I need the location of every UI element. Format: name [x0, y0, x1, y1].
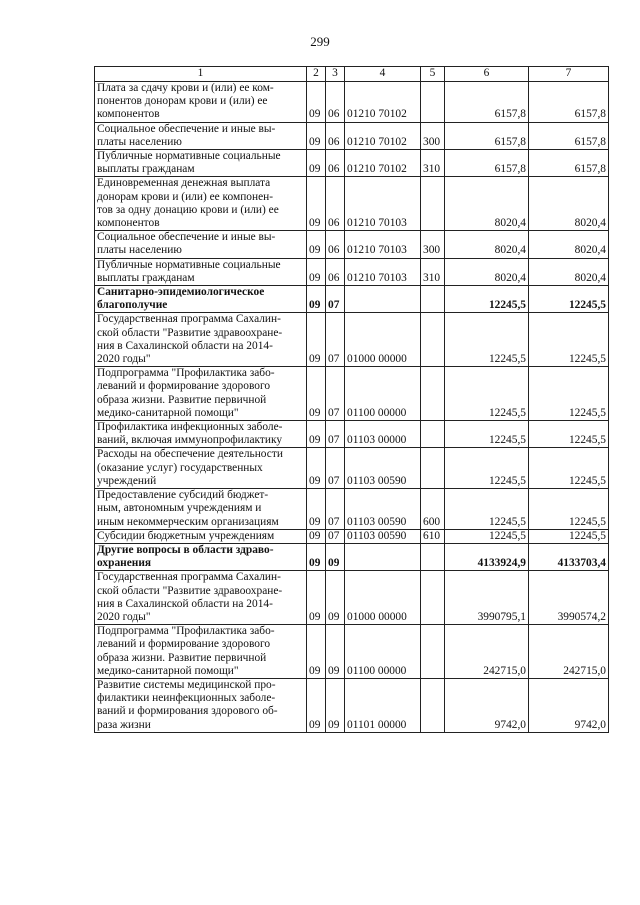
amount-cell-col7: 242715,0	[529, 625, 609, 679]
row-name-cell	[95, 150, 307, 177]
target-article-cell: 01103 00590	[345, 489, 421, 530]
expense-type-cell	[421, 678, 445, 732]
section-code-cell: 09	[307, 150, 326, 177]
row-name-line: ния в Сахалинской области на 2014-	[97, 597, 273, 610]
amount-cell-col6: 12245,5	[445, 286, 529, 313]
row-name-line: Профилактика инфекционных заболе-	[97, 421, 283, 434]
expense-type-cell	[421, 421, 445, 448]
row-name-line: ным, автономным учреждениям и	[97, 502, 262, 515]
table-row	[95, 122, 609, 149]
row-name-line: понентов донорам крови и (или) ее	[97, 95, 268, 108]
row-name-line: платы населению	[97, 244, 182, 257]
row-name-line: Социальное обеспечение и иные вы-	[97, 122, 276, 135]
column-header: 5	[421, 67, 445, 82]
section-code-cell: 09	[307, 543, 326, 570]
table-row	[95, 258, 609, 285]
expense-type-cell	[421, 367, 445, 421]
row-name-line: Санитарно-эпидемиологическое	[97, 286, 265, 299]
section-code-cell: 09	[307, 571, 326, 625]
target-article-cell: 01210 70103	[345, 177, 421, 231]
amount-cell-col7: 12245,5	[529, 286, 609, 313]
amount-cell-col6: 12245,5	[445, 448, 529, 489]
section-code-cell: 09	[307, 448, 326, 489]
target-article-cell: 01000 00000	[345, 571, 421, 625]
table-row	[95, 177, 609, 231]
amount-cell-col6: 8020,4	[445, 231, 529, 258]
page-number: 299	[310, 34, 330, 49]
subsection-code-cell: 06	[326, 150, 345, 177]
subsection-code-cell: 07	[326, 489, 345, 530]
subsection-code-cell: 07	[326, 421, 345, 448]
row-name-cell	[95, 448, 307, 489]
table-row	[95, 571, 609, 625]
column-header: 4	[345, 67, 421, 82]
amount-cell-col6: 12245,5	[445, 367, 529, 421]
section-code-cell: 09	[307, 313, 326, 367]
row-name-line: Социальное обеспечение и иные вы-	[97, 231, 276, 244]
row-name-cell	[95, 543, 307, 570]
row-name-line: леваний и формирование здорового	[97, 638, 271, 651]
amount-cell-col6: 4133924,9	[445, 543, 529, 570]
row-name-line: Государственная программа Сахалин-	[97, 313, 281, 326]
target-article-cell: 01210 70102	[345, 122, 421, 149]
row-name-line: ваний и формирования здорового об-	[97, 705, 278, 718]
row-name-cell	[95, 367, 307, 421]
row-name-line: Плата за сдачу крови и (или) ее ком-	[97, 82, 274, 94]
amount-cell-col7: 8020,4	[529, 177, 609, 231]
amount-cell-col6: 242715,0	[445, 625, 529, 679]
table-body	[95, 82, 609, 733]
target-article-cell: 01210 70102	[345, 82, 421, 123]
table-row	[95, 231, 609, 258]
section-code-cell: 09	[307, 231, 326, 258]
row-name-cell	[95, 571, 307, 625]
row-name-line: ской области "Развитие здравоохране-	[97, 584, 283, 597]
row-name-line: компонентов	[97, 217, 160, 230]
section-code-cell: 09	[307, 625, 326, 679]
section-code-cell: 09	[307, 529, 326, 543]
row-name-line: ваний, включая иммунопрофилактику	[97, 434, 283, 447]
amount-cell-col6: 12245,5	[445, 489, 529, 530]
amount-cell-col6: 6157,8	[445, 82, 529, 123]
row-name-line: медико-санитарной помощи"	[97, 664, 239, 677]
expense-type-cell: 310	[421, 150, 445, 177]
row-name-line: выплаты гражданам	[97, 163, 195, 176]
target-article-cell: 01100 00000	[345, 367, 421, 421]
row-name-line: (оказание услуг) государственных	[97, 461, 263, 474]
row-name-line: 2020 годы"	[97, 610, 151, 623]
column-header: 2	[307, 67, 326, 82]
table-row	[95, 421, 609, 448]
row-name-line: образа жизни. Развитие первичной	[97, 393, 267, 406]
amount-cell-col7: 12245,5	[529, 489, 609, 530]
target-article-cell: 01210 70103	[345, 231, 421, 258]
header-row	[95, 67, 609, 82]
row-name-line: ской области "Развитие здравоохране-	[97, 326, 283, 339]
target-article-cell: 01000 00000	[345, 313, 421, 367]
amount-cell-col6: 9742,0	[445, 678, 529, 732]
row-name-line: платы населению	[97, 135, 182, 148]
row-name-cell	[95, 529, 307, 543]
section-code-cell: 09	[307, 367, 326, 421]
expense-type-cell	[421, 82, 445, 123]
subsection-code-cell: 09	[326, 625, 345, 679]
row-name-line: леваний и формирование здорового	[97, 380, 271, 393]
subsection-code-cell: 06	[326, 122, 345, 149]
subsection-code-cell: 06	[326, 231, 345, 258]
row-name-cell	[95, 286, 307, 313]
row-name-line: Другие вопросы в области здраво-	[97, 543, 274, 556]
row-name-line: благополучие	[97, 299, 168, 312]
table-row	[95, 529, 609, 543]
subsection-code-cell: 06	[326, 177, 345, 231]
row-name-line: 2020 годы"	[97, 353, 151, 366]
row-name-line: медико-санитарной помощи"	[97, 406, 239, 419]
target-article-cell: 01103 00590	[345, 448, 421, 489]
row-name-line: Развитие системы медицинской про-	[97, 678, 276, 691]
amount-cell-col6: 6157,8	[445, 150, 529, 177]
target-article-cell: 01100 00000	[345, 625, 421, 679]
expense-type-cell	[421, 625, 445, 679]
row-name-line: Расходы на обеспечение деятельности	[97, 448, 283, 461]
target-article-cell	[345, 543, 421, 570]
expense-type-cell	[421, 571, 445, 625]
amount-cell-col7: 8020,4	[529, 231, 609, 258]
row-name-line: донорам крови и (или) ее компонен-	[97, 190, 274, 203]
subsection-code-cell: 07	[326, 313, 345, 367]
row-name-line: ния в Сахалинской области на 2014-	[97, 339, 273, 352]
row-name-cell	[95, 313, 307, 367]
amount-cell-col7: 6157,8	[529, 150, 609, 177]
amount-cell-col7: 6157,8	[529, 82, 609, 123]
table-row	[95, 448, 609, 489]
amount-cell-col7: 9742,0	[529, 678, 609, 732]
amount-cell-col7: 12245,5	[529, 313, 609, 367]
row-name-line: Субсидии бюджетным учреждениям	[97, 529, 275, 542]
amount-cell-col6: 6157,8	[445, 122, 529, 149]
subsection-code-cell: 09	[326, 678, 345, 732]
amount-cell-col7: 8020,4	[529, 258, 609, 285]
table-row	[95, 367, 609, 421]
row-name-line: выплаты гражданам	[97, 271, 195, 284]
row-name-line: охранения	[97, 557, 152, 570]
row-name-line: учреждений	[97, 474, 157, 487]
row-name-cell	[95, 421, 307, 448]
amount-cell-col6: 8020,4	[445, 177, 529, 231]
row-name-cell	[95, 489, 307, 530]
section-code-cell: 09	[307, 122, 326, 149]
section-code-cell: 09	[307, 489, 326, 530]
row-name-line: образа жизни. Развитие первичной	[97, 651, 267, 664]
section-code-cell: 09	[307, 82, 326, 123]
budget-table	[94, 66, 609, 733]
subsection-code-cell: 07	[326, 367, 345, 421]
table-row	[95, 489, 609, 530]
table-row	[95, 82, 609, 123]
row-name-cell	[95, 231, 307, 258]
row-name-line: иным некоммерческим организациям	[97, 515, 279, 528]
expense-type-cell	[421, 448, 445, 489]
row-name-line: Публичные нормативные социальные	[97, 150, 281, 163]
column-header: 1	[95, 67, 307, 82]
expense-type-cell: 300	[421, 231, 445, 258]
row-name-line: тов за одну донацию крови и (или) ее	[97, 203, 279, 216]
expense-type-cell: 600	[421, 489, 445, 530]
column-header: 3	[326, 67, 345, 82]
row-name-line: Подпрограмма "Профилактика забо-	[97, 367, 275, 380]
row-name-cell	[95, 82, 307, 123]
subsection-code-cell: 07	[326, 286, 345, 313]
row-name-cell	[95, 678, 307, 732]
target-article-cell: 01103 00000	[345, 421, 421, 448]
row-name-line: раза жизни	[97, 718, 151, 731]
expense-type-cell	[421, 177, 445, 231]
expense-type-cell	[421, 313, 445, 367]
target-article-cell: 01210 70103	[345, 258, 421, 285]
table-row	[95, 150, 609, 177]
table-row	[95, 625, 609, 679]
row-name-line: Публичные нормативные социальные	[97, 258, 281, 271]
table-row	[95, 543, 609, 570]
amount-cell-col7: 12245,5	[529, 367, 609, 421]
subsection-code-cell: 07	[326, 529, 345, 543]
amount-cell-col7: 12245,5	[529, 421, 609, 448]
target-article-cell	[345, 286, 421, 313]
expense-type-cell: 610	[421, 529, 445, 543]
subsection-code-cell: 06	[326, 82, 345, 123]
row-name-cell	[95, 122, 307, 149]
amount-cell-col6: 12245,5	[445, 529, 529, 543]
section-code-cell: 09	[307, 177, 326, 231]
amount-cell-col6: 12245,5	[445, 313, 529, 367]
target-article-cell: 01210 70102	[345, 150, 421, 177]
row-name-cell	[95, 625, 307, 679]
subsection-code-cell: 09	[326, 571, 345, 625]
section-code-cell: 09	[307, 286, 326, 313]
section-code-cell: 09	[307, 678, 326, 732]
table-row	[95, 313, 609, 367]
row-name-line: Предоставление субсидий бюджет-	[97, 489, 269, 502]
row-name-line: Единовременная денежная выплата	[97, 177, 271, 190]
target-article-cell: 01101 00000	[345, 678, 421, 732]
expense-type-cell	[421, 543, 445, 570]
amount-cell-col7: 3990574,2	[529, 571, 609, 625]
subsection-code-cell: 09	[326, 543, 345, 570]
table-row	[95, 286, 609, 313]
column-header: 6	[445, 67, 529, 82]
row-name-line: Подпрограмма "Профилактика забо-	[97, 625, 275, 638]
row-name-cell	[95, 258, 307, 285]
section-code-cell: 09	[307, 258, 326, 285]
amount-cell-col7: 12245,5	[529, 529, 609, 543]
expense-type-cell: 310	[421, 258, 445, 285]
subsection-code-cell: 06	[326, 258, 345, 285]
row-name-cell	[95, 177, 307, 231]
expense-type-cell	[421, 286, 445, 313]
amount-cell-col7: 6157,8	[529, 122, 609, 149]
amount-cell-col7: 12245,5	[529, 448, 609, 489]
table-row	[95, 678, 609, 732]
row-name-line: компонентов	[97, 108, 160, 121]
row-name-line: филактики неинфекционных заболе-	[97, 692, 276, 705]
expense-type-cell: 300	[421, 122, 445, 149]
target-article-cell: 01103 00590	[345, 529, 421, 543]
amount-cell-col6: 3990795,1	[445, 571, 529, 625]
amount-cell-col6: 8020,4	[445, 258, 529, 285]
column-header: 7	[529, 67, 609, 82]
subsection-code-cell: 07	[326, 448, 345, 489]
row-name-line: Государственная программа Сахалин-	[97, 571, 281, 584]
section-code-cell: 09	[307, 421, 326, 448]
amount-cell-col6: 12245,5	[445, 421, 529, 448]
amount-cell-col7: 4133703,4	[529, 543, 609, 570]
